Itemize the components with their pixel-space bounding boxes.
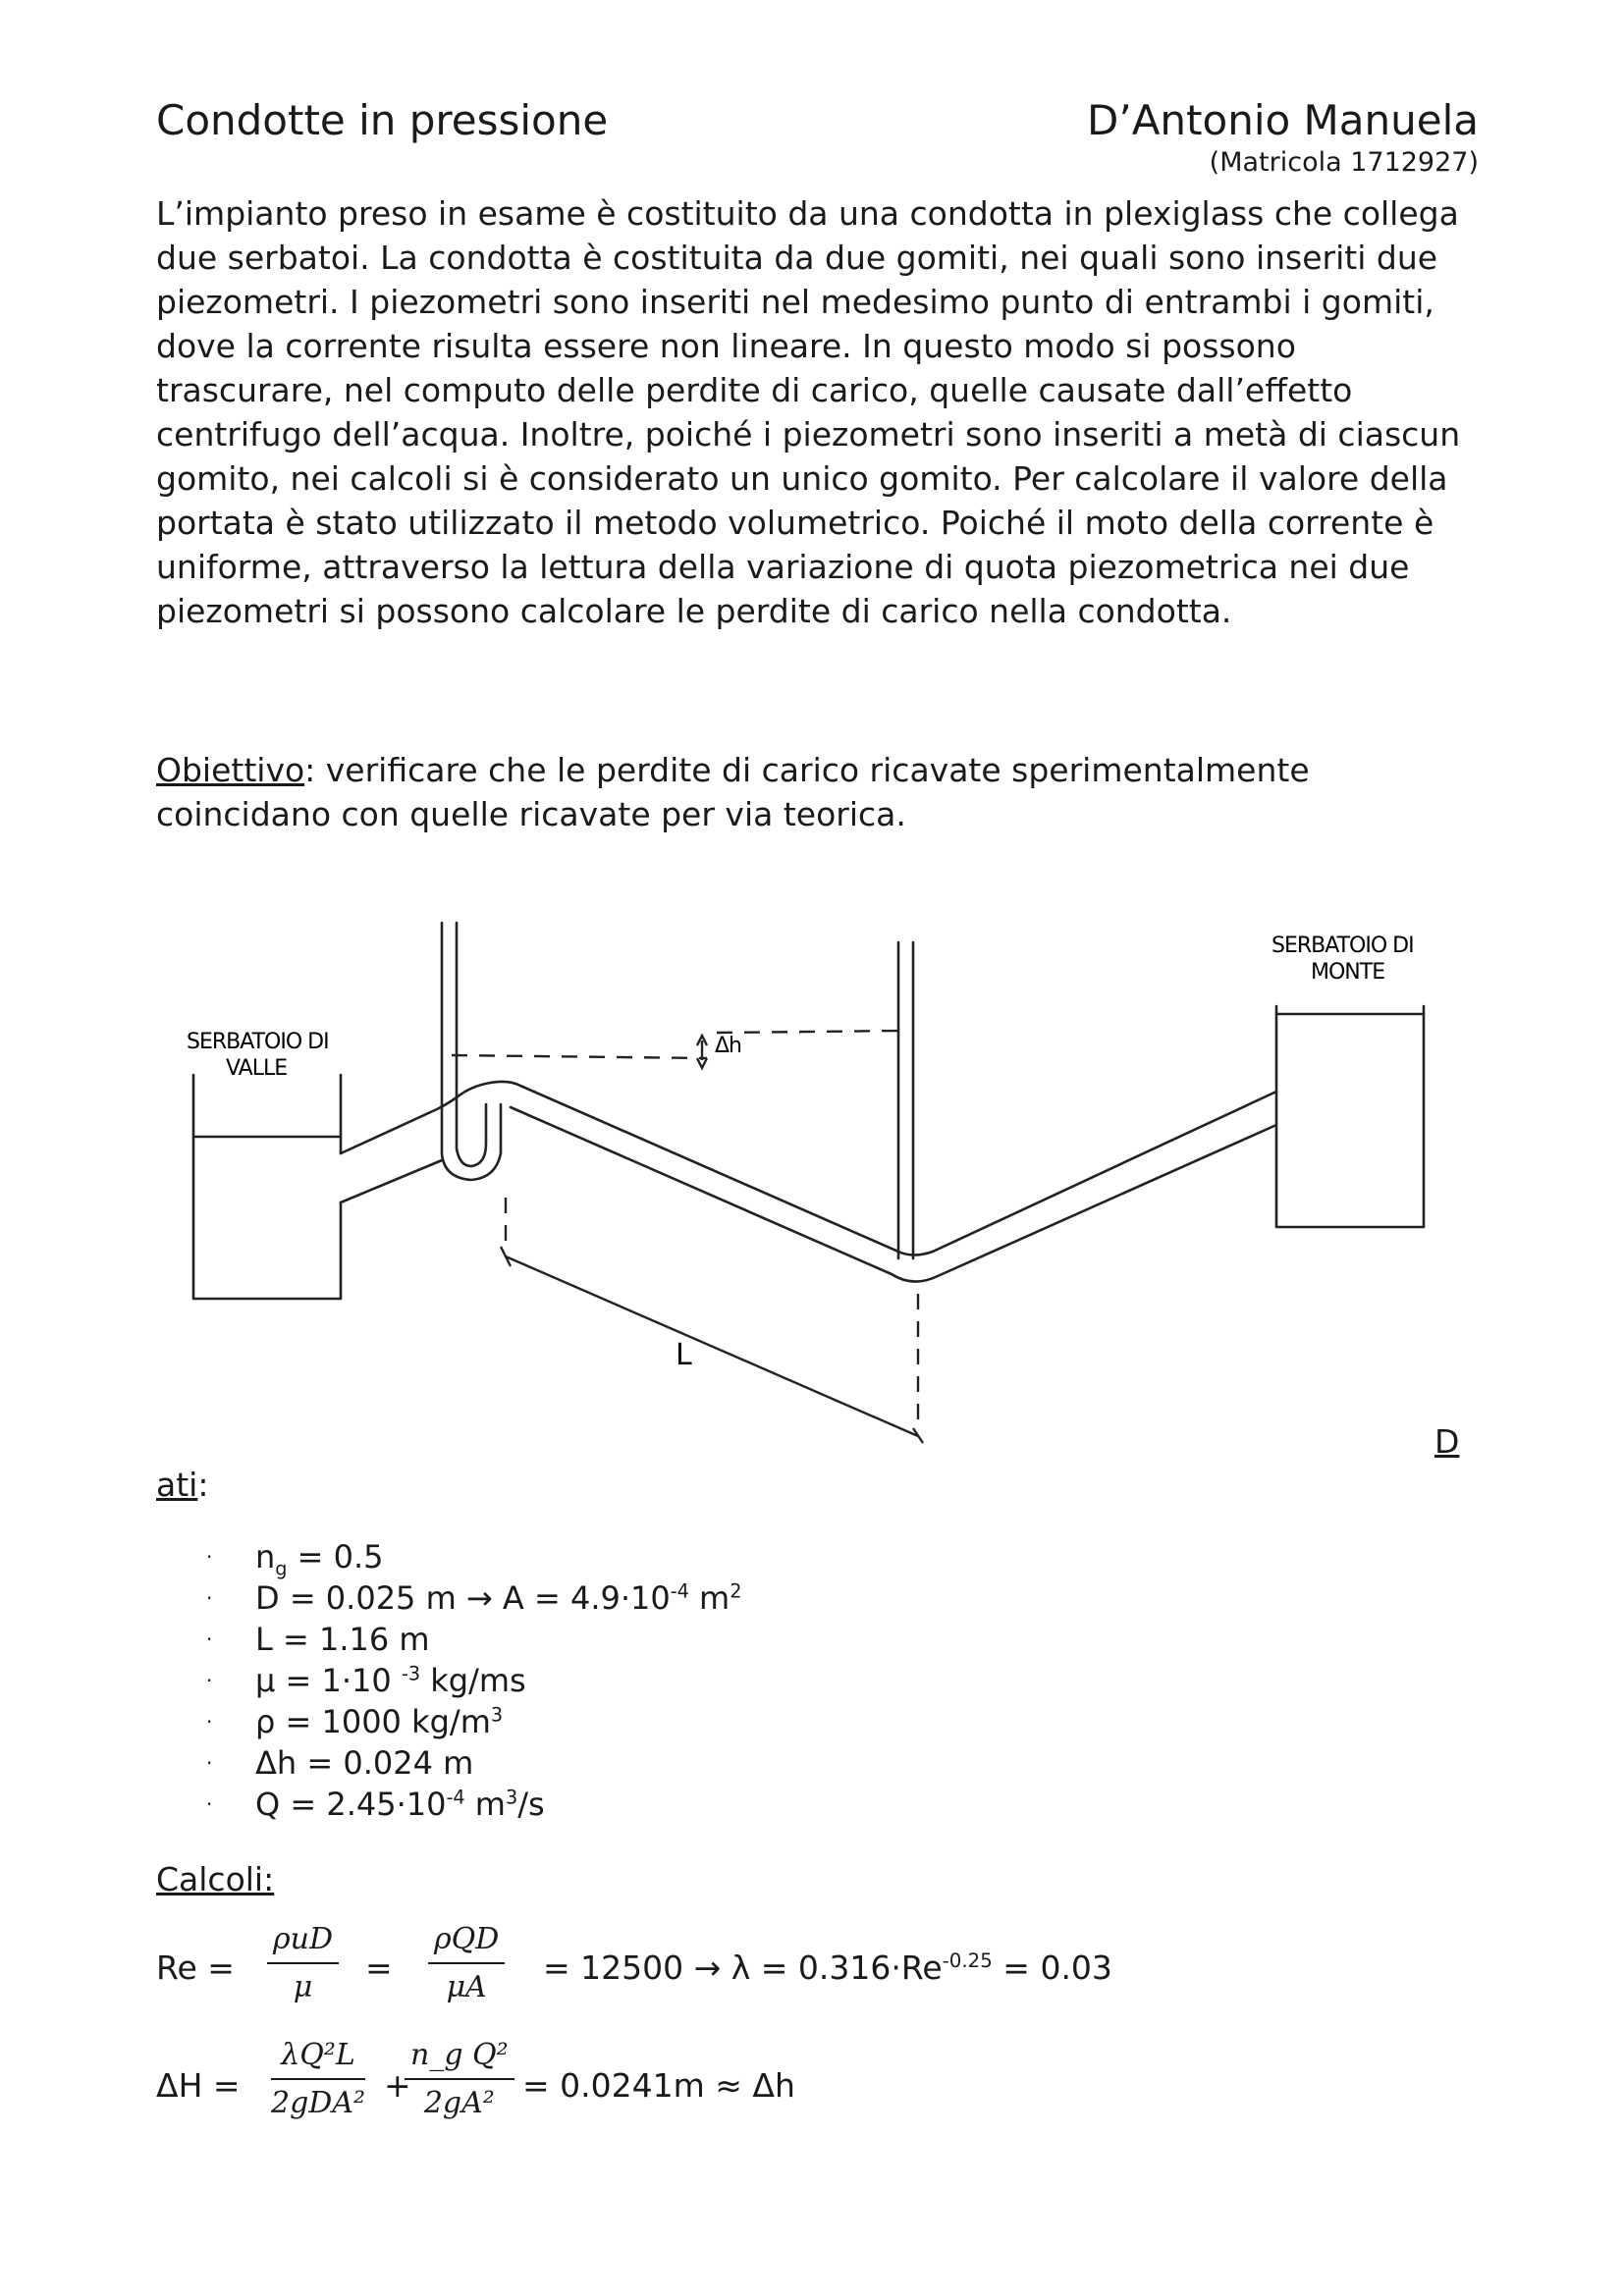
dh-frac2-denominator: 2gA² — [423, 2086, 495, 2120]
viscosity-value: μ = 1·10 — [255, 1662, 402, 1699]
left-tank-label-line1: SERBATOIO DI — [187, 1030, 329, 1054]
list-item — [206, 1577, 741, 1619]
author-name: D’Antonio Manuela — [1087, 96, 1479, 144]
bullet: · — [206, 1628, 213, 1651]
list-item — [206, 1536, 741, 1580]
flow-exponent: -4 — [446, 1786, 465, 1809]
re-frac2-numerator: ρQD — [428, 1922, 505, 1964]
right-tank-label-line2: MONTE — [1311, 960, 1385, 985]
list-item — [206, 1619, 741, 1660]
length-label: L — [676, 1338, 691, 1372]
list-item — [206, 1660, 741, 1701]
objective-text: : verificare che le perdite di carico ricavate sperimentalmente coincidano con quelle ricavate per via teorica. — [156, 751, 1310, 833]
dh-frac2-numerator: n_g Q² — [405, 2038, 514, 2080]
dh-fraction-2 — [405, 2038, 514, 2120]
density-value: ρ = 1000 kg/m — [255, 1703, 491, 1740]
left-tank-outline — [193, 1075, 341, 1299]
re-exponent: -0.25 — [942, 1949, 993, 1972]
data-heading-rest: ati — [156, 1466, 198, 1504]
list-item — [206, 1784, 741, 1825]
re-result-text: = 12500 → λ = 0.316·Re — [543, 1949, 943, 1987]
pipe-upper-edge — [341, 1082, 1276, 1255]
re-equals: = — [365, 1949, 393, 1987]
right-tank-outline — [1276, 1006, 1424, 1227]
flow-value: Q = 2.45·10 — [255, 1786, 447, 1823]
pipe-lower-edge — [341, 1107, 1276, 1282]
objective-label: Obiettivo — [156, 751, 305, 789]
flow-unit-exponent: 3 — [505, 1786, 518, 1809]
length-value: L = 1.16 m — [255, 1621, 430, 1658]
dh-plus: + — [384, 2066, 411, 2105]
ng-value: = 0.5 — [287, 1538, 384, 1575]
dh-fraction-1 — [271, 2038, 365, 2120]
re-fraction-2 — [428, 1922, 505, 2004]
diameter-value: D = 0.025 m → A = 4.9·10 — [255, 1579, 671, 1617]
re-frac1-numerator: ρuD — [267, 1922, 339, 1964]
re-label: Re = — [156, 1949, 235, 1987]
bullet: · — [206, 1586, 213, 1610]
list-item — [206, 1701, 741, 1742]
re-frac2-denominator: μA — [446, 1970, 487, 2004]
flow-unit-tail: /s — [517, 1786, 545, 1823]
intro-paragraph: L’impianto preso in esame è costituito da una condotta in plexiglass che collega due serbatoi. La condotta è costituita da due gomiti, nei quali sono inseriti due piezometri. I piezometri sono inseriti nel medesimo punto di entrambi i gomiti, dove la corrente risulta essere non lineare. In questo modo si possono trascurare, nel computo delle perdite di carico, quelle causate dall’effetto centrifugo dell’acqua. Inoltre, poiché i piezometri sono inseriti a metà di ciascun gomito, nei calcoli si è considerato un unico gomito. Per calcolare il valore della portata è stato utilizzato il metodo volumetrico. Poiché il moto della corrente è uniforme, attraverso la lettura della variazione di quota piezometrica nei due piezometri si possono calcolare le perdite di carico nella condotta. — [156, 194, 1461, 630]
viscosity-exponent: -3 — [401, 1662, 421, 1685]
left-tank-label-line2: VALLE — [226, 1056, 288, 1081]
density-exponent: 3 — [490, 1703, 504, 1727]
dh-label: Δh — [715, 1034, 741, 1058]
dh-line-right — [717, 1031, 903, 1033]
lambda-value: = 0.03 — [992, 1949, 1112, 1987]
diameter-exponent: -4 — [670, 1579, 689, 1603]
calcoli-heading: Calcoli: — [156, 1860, 275, 1898]
ng-subscript: g — [275, 1557, 288, 1580]
bullet: · — [206, 1710, 213, 1734]
bullet: · — [206, 1751, 213, 1775]
dh-frac1-numerator: λQ²L — [271, 2038, 365, 2080]
dh-result: = 0.0241m ≈ Δh — [522, 2066, 795, 2105]
ng-symbol: n — [255, 1538, 276, 1575]
left-piezometer — [442, 923, 501, 1180]
re-result — [543, 1949, 1112, 1987]
re-fraction-1 — [267, 1922, 339, 2004]
matricola: (Matricola 1712927) — [1209, 147, 1479, 178]
dh-frac1-denominator: 2gDA² — [271, 2086, 366, 2120]
length-tick-left — [501, 1247, 511, 1266]
re-frac1-denominator: μ — [293, 1970, 313, 2004]
pipe-diagram — [147, 903, 1502, 1453]
bullet: · — [206, 1792, 213, 1816]
length-dimension-line — [506, 1256, 918, 1436]
data-heading — [156, 1466, 208, 1504]
page-title: Condotte in pressione — [156, 96, 609, 144]
data-heading-colon: : — [197, 1466, 209, 1504]
viscosity-unit: kg/ms — [420, 1662, 526, 1699]
dh-line-left — [452, 1055, 707, 1058]
objective-paragraph — [156, 748, 1477, 836]
list-item — [206, 1742, 741, 1784]
bullet: · — [206, 1669, 213, 1692]
area-unit: m — [688, 1579, 730, 1617]
data-list — [206, 1536, 741, 1825]
bullet: · — [206, 1545, 213, 1569]
left-piezometer-inner — [457, 923, 486, 1166]
data-heading-first-letter: D — [1434, 1422, 1460, 1461]
right-tank-label-line1: SERBATOIO DI — [1271, 934, 1414, 958]
dh-eq-label: ΔH = — [156, 2066, 241, 2105]
dh-value: Δh = 0.024 m — [255, 1744, 474, 1782]
flow-unit: m — [464, 1786, 506, 1823]
area-unit-exponent: 2 — [730, 1579, 742, 1603]
